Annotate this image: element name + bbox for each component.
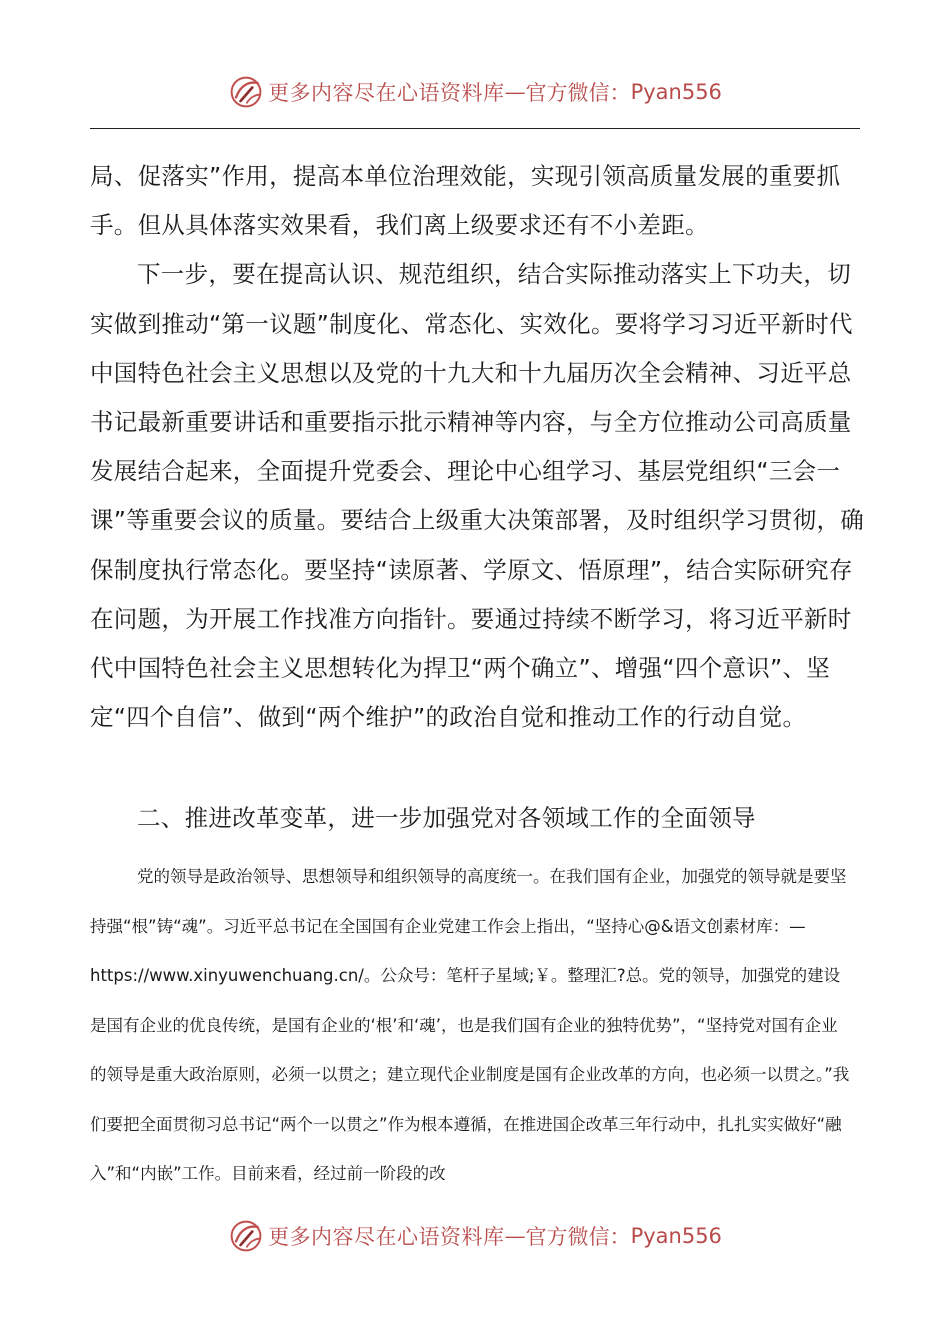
header-divider — [90, 128, 860, 129]
footer-banner — [0, 1214, 950, 1258]
banner-wechat-id: Pyan556 — [630, 80, 722, 104]
banner-title: 更多内容尽在心语资料库 — [268, 81, 505, 105]
banner-wechat-label: 官方微信： — [525, 1225, 631, 1249]
banner-separator: — — [504, 1224, 526, 1248]
header-banner — [0, 70, 950, 114]
brush-logo-icon — [228, 1218, 264, 1254]
document-body-small — [90, 852, 850, 1199]
brush-logo-icon — [228, 74, 264, 110]
banner-wechat-id: Pyan556 — [630, 1224, 722, 1248]
paragraph-next-steps: 下一步，要在提高认识、规范组织，结合实际推动落实上下功夫，切实做到推动“第一议题”制度化、常态化、实效化。要将学习习近平新时代中国特色社会主义思想以及党的十九大和十九届历次全会精神、习近平总书记最新重要讲话和重要指示批示精神等内容，与全方位推动公司高质量发展结合起来，全面提升党委会、理论中心组学习、基层党组织“三会一课”等重要会议的质量。要结合上级重大决策部署，及时组织学习贯彻，确保制度执行常态化。要坚持“读原著、学原文、悟原理”，结合实际研究存在问题，为开展工作找准方向指针。要通过持续不断学习，将习近平新时代中国特色社会主义思想转化为捍卫“两个确立”、增强“四个意识”、坚定“四个自信”、做到“两个维护”的政治自觉和推动工作的行动自觉。 — [90, 260, 865, 732]
paragraph-continuation: 局、促落实”作用，提高本单位治理效能，实现引领高质量发展的重要抓手。但从具体落实效果看，我们离上级要求还有不小差距。 — [90, 162, 841, 240]
banner-separator: — — [504, 80, 526, 104]
paragraph-party-leadership: 党的领导是政治领导、思想领导和组织领导的高度统一。在我们国有企业，加强党的领导就是要坚持强“根”铸“魂”。习近平总书记在全国国有企业党建工作会上指出，“坚持心@&语文创素材库：—https://www.xinyuwenchuang.cn/。公众号：笔杆子星域;￥。整理汇?总。党的领导，加强党的建设是国有企业的优良传统，是国有企业的‘根’和‘魂’，也是我们国有企业的独特优势”，“坚持党对国有企业的领导是重大政治原则，必须一以贯之；建立现代企业制度是国有企业改革的方向，也必须一以贯之。”我们要把全面贯彻习总书记“两个一以贯之”作为根本遵循，在推进国企改革三年行动中，扎扎实实做好“融入”和“内嵌”工作。目前来看，经过前一阶段的改 — [90, 867, 850, 1183]
banner-title: 更多内容尽在心语资料库 — [268, 1225, 505, 1249]
section-heading: 二、推进改革变革，进一步加强党对各领域工作的全面领导 — [137, 804, 756, 832]
document-body — [90, 152, 865, 742]
banner-wechat-label: 官方微信： — [525, 81, 631, 105]
